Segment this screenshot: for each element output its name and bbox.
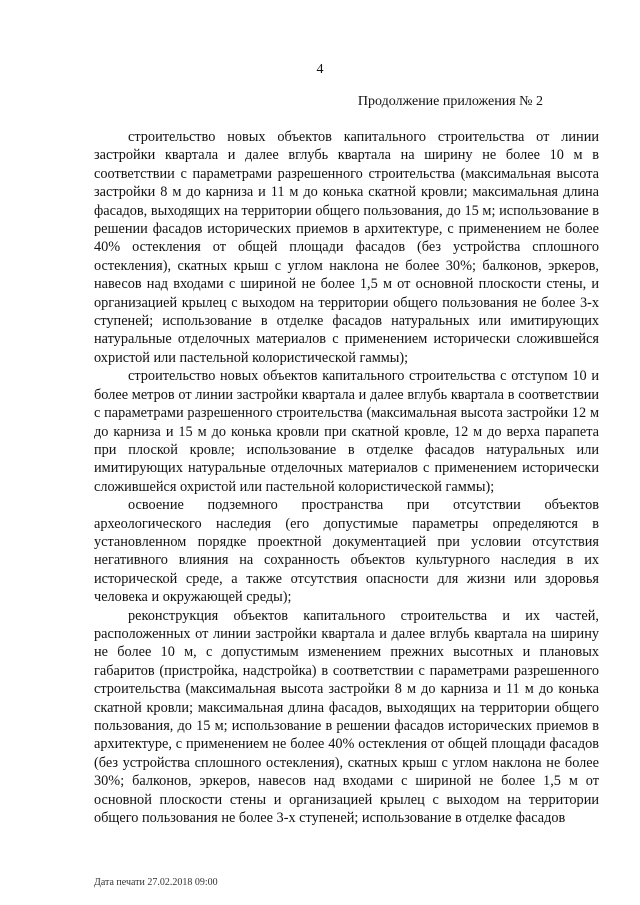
print-date-footer: Дата печати 27.02.2018 09:00 [94, 877, 218, 888]
appendix-label: Продолжение приложения № 2 [357, 94, 543, 109]
paragraph: строительство новых объектов капитального строительства от линии застройки квартала и далее вглубь квартала на ширину не более 10 м в соответствии с параметрами разрешенного строительства (максимальная высота застройки 8 м до карниза и 11 м до конька скатной кровли; максимальная длина фасадов, выходящих на территории общего пользования, до 15 м; использование в решении фасадов исторических приемов в архитектуре, с применением не более 40% остекления от общей площади фасадов (без устройства сплошного остекления), скатных крыш с углом наклона не более 30%; балконов, эркеров, навесов над входами с шириной не более 1,5 м от основной плоскости стены, и организацией крылец с выходом на территории общего пользования не более 3-х ступеней; использование в отделке фасадов натуральных или имитирующих натуральные отделочных материалов с применением исторически сложившейся охристой или пастельной колористической гаммы); [94, 129, 599, 366]
paragraph: строительство новых объектов капитального строительства с отступом 10 и более метров от линии застройки квартала и далее вглубь квартала в соответствии с параметрами разрешенного строительства (максимальная высота застройки 12 м до карниза и 15 м до конька кровли при скатной кровле, 12 м до верха парапета при плоской кровле; использование в отделке фасадов натуральных или имитирующих натуральные отделочных материалов с применением исторически сложившейся охристой или пастельной колористической гаммы); [94, 368, 599, 495]
paragraph: освоение подземного пространства при отсутствии объектов археологического наследия (его допустимые параметры определяются в установленном порядке проектной документацией при условии отсутствия негативного влияния на сохранность объектов культурного наследия в их исторической среде, а также отсутствия опасности для жизни или здоровья человека и окружающей среды); [94, 497, 599, 606]
document-body [94, 128, 599, 827]
page-number: 4 [316, 62, 324, 77]
paragraph: реконструкция объектов капитального строительства и их частей, расположенных от линии застройки квартала и далее вглубь квартала на ширину не более 10 м, с допустимым изменением прежних высотных и плановых габаритов (пристройка, надстройка) в соответствии с параметрами разрешенного строительства (максимальная высота застройки 8 м до карниза и 11 м до конька скатной кровли; максимальная длина фасадов, выходящих на территории общего пользования, до 15 м; использование в решении фасадов исторических приемов в архитектуре, с применением не более 40% остекления от общей площади фасадов (без устройства сплошного остекления), скатных крыш с углом наклона не более 30%; балконов, эркеров, навесов над входами с шириной не более 1,5 м от основной плоскости стены и организацией крылец с выходом на территории общего пользования не более 3-х ступеней; использование в отделке фасадов [94, 607, 599, 827]
